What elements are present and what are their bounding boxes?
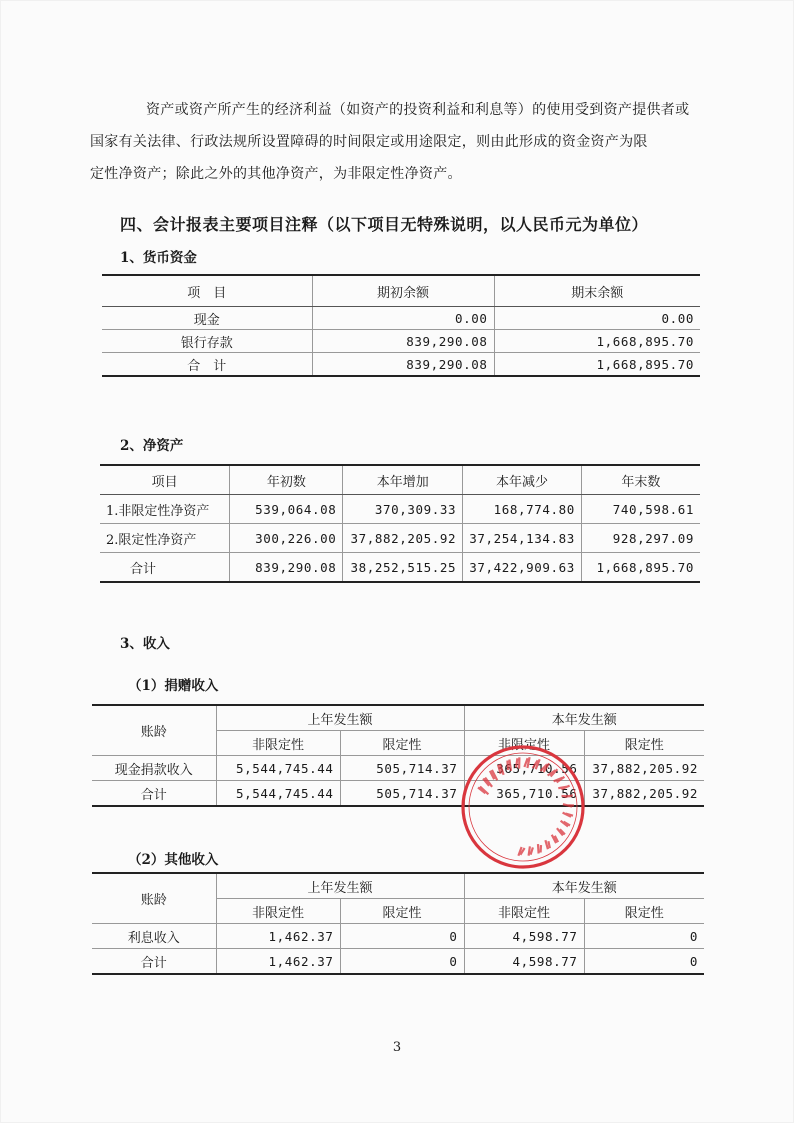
header-cell: 期初余额 [312, 275, 494, 307]
cell-value: 0 [584, 924, 704, 949]
cell-value: 505,714.37 [340, 756, 464, 781]
seal-inscription-marks [478, 757, 574, 856]
table-row [102, 307, 700, 330]
seal-glyph-mark [558, 786, 569, 790]
other-income-table [92, 872, 704, 975]
seal-glyph-mark [518, 847, 524, 856]
header-cell: 限定性 [584, 899, 704, 924]
header-cell: 非限定性 [464, 731, 584, 756]
header-group-cell: 本年发生额 [464, 705, 704, 731]
cell-value: 365,710.56 [464, 781, 584, 807]
row-label: 合计 [92, 949, 216, 975]
header-cell: 本年增加 [343, 465, 463, 495]
seal-glyph-mark [563, 813, 573, 817]
seal-glyph-mark [529, 846, 533, 855]
cell-value: 4,598.77 [464, 924, 584, 949]
official-seal-stamp [458, 742, 588, 872]
cell-value: 928,297.09 [581, 524, 700, 553]
cell-value: 1,462.37 [216, 949, 340, 975]
table-row [92, 781, 704, 807]
cash-heading: 1、货币资金 [120, 250, 197, 266]
donation-income-table [92, 704, 704, 807]
table-row [92, 949, 704, 975]
seal-glyph-mark [498, 764, 504, 775]
cell-value: 0 [340, 924, 464, 949]
cell-value: 37,882,205.92 [343, 524, 463, 553]
cell-value: 37,882,205.92 [584, 781, 704, 807]
row-label: 利息收入 [92, 924, 216, 949]
cell-value: 370,309.33 [343, 495, 463, 524]
page-number: 3 [392, 1040, 402, 1055]
row-label: 2.限定性净资产 [100, 524, 230, 553]
table-row [100, 553, 700, 583]
row-label: 合计 [92, 781, 216, 807]
header-group-cell: 上年发生额 [216, 873, 464, 899]
table-row [100, 524, 700, 553]
table-row [92, 924, 704, 949]
seal-glyph-mark [490, 770, 497, 780]
seal-glyph-mark [483, 778, 492, 787]
cell-value: 1,668,895.70 [581, 553, 700, 583]
income-heading: 3、收入 [120, 636, 170, 652]
header-cell: 限定性 [340, 731, 464, 756]
cell-value: 300,226.00 [230, 524, 343, 553]
header-cell: 年初数 [230, 465, 343, 495]
header-cell: 非限定性 [464, 899, 584, 924]
row-header-cell: 账龄 [92, 873, 216, 924]
seal-glyph-mark [516, 757, 519, 768]
table-header-row [102, 275, 700, 307]
header-group-cell: 上年发生额 [216, 705, 464, 731]
cash-table [102, 274, 700, 377]
cell-value: 0 [340, 949, 464, 975]
net-assets-heading: 2、净资产 [120, 438, 184, 454]
row-header-cell: 账龄 [92, 705, 216, 756]
seal-inner-ring [469, 753, 577, 861]
header-cell: 非限定性 [216, 899, 340, 924]
header-cell: 期末余额 [494, 275, 700, 307]
seal-glyph-mark [552, 835, 558, 843]
cell-value: 0.00 [494, 307, 700, 330]
header-cell: 项目 [100, 465, 230, 495]
header-cell: 本年减少 [463, 465, 582, 495]
cell-value: 365,710.56 [464, 756, 584, 781]
cell-value: 839,290.08 [230, 553, 343, 583]
cell-value: 740,598.61 [581, 495, 700, 524]
table-header-row [92, 873, 704, 899]
table-row [102, 330, 700, 353]
cell-value: 5,544,745.44 [216, 756, 340, 781]
paragraph-line-3: 定性净资产；除此之外的其他净资产，为非限定性净资产。 [90, 166, 462, 182]
intro-paragraph [90, 94, 702, 190]
header-group-cell: 本年发生额 [464, 873, 704, 899]
cell-value: 505,714.37 [340, 781, 464, 807]
seal-glyph-mark [545, 840, 550, 849]
seal-glyph-mark [557, 828, 565, 835]
cell-value: 0.00 [312, 307, 494, 330]
paragraph-line-1: 资产或资产所产生的经济利益（如资产的投资利益和利息等）的使用受到资产提供者或 [146, 102, 690, 118]
row-label: 合 计 [102, 353, 312, 377]
header-cell: 年末数 [581, 465, 700, 495]
table-row [100, 495, 700, 524]
seal-glyph-mark [541, 763, 550, 772]
row-label: 现金捐款收入 [92, 756, 216, 781]
table-row [102, 353, 700, 377]
seal-glyph-mark [507, 760, 511, 771]
table-header-row [100, 465, 700, 495]
seal-glyph-mark [548, 769, 558, 776]
cell-value: 839,290.08 [312, 330, 494, 353]
table-row [92, 756, 704, 781]
paragraph-line-2: 国家有关法律、行政法规所设置障碍的时间限定或用途限定，则由此形成的资金资产为限 [90, 134, 648, 150]
section-heading: 四、会计报表主要项目注释（以下项目无特殊说明，以人民币元为单位） [120, 215, 649, 234]
cell-value: 1,668,895.70 [494, 330, 700, 353]
seal-glyph-mark [538, 844, 541, 853]
cell-value: 839,290.08 [312, 353, 494, 377]
other-income-heading: （2）其他收入 [128, 852, 219, 868]
seal-glyph-mark [524, 757, 529, 768]
cell-value: 1,462.37 [216, 924, 340, 949]
header-cell: 项 目 [102, 275, 312, 307]
seal-glyph-mark [554, 777, 565, 783]
row-label: 现金 [102, 307, 312, 330]
cell-value: 4,598.77 [464, 949, 584, 975]
cell-value: 37,882,205.92 [584, 756, 704, 781]
cell-value: 0 [584, 949, 704, 975]
net-assets-table [100, 464, 700, 583]
row-label: 1.非限定性净资产 [100, 495, 230, 524]
cell-value: 37,422,909.63 [463, 553, 582, 583]
cell-value: 539,064.08 [230, 495, 343, 524]
row-label: 银行存款 [102, 330, 312, 353]
cell-value: 37,254,134.83 [463, 524, 582, 553]
row-label: 合计 [100, 553, 230, 583]
table-header-row [92, 705, 704, 731]
header-cell: 限定性 [340, 899, 464, 924]
seal-glyph-mark [533, 759, 540, 769]
header-cell: 非限定性 [216, 731, 340, 756]
header-cell: 限定性 [584, 731, 704, 756]
cell-value: 38,252,515.25 [343, 553, 463, 583]
seal-glyph-mark [563, 804, 574, 806]
seal-glyph-mark [478, 787, 488, 795]
seal-glyph-mark [561, 821, 570, 827]
cell-value: 1,668,895.70 [494, 353, 700, 377]
seal-glyph-mark [562, 795, 573, 797]
cell-value: 168,774.80 [463, 495, 582, 524]
donation-heading: （1）捐赠收入 [128, 678, 219, 694]
cell-value: 5,544,745.44 [216, 781, 340, 807]
